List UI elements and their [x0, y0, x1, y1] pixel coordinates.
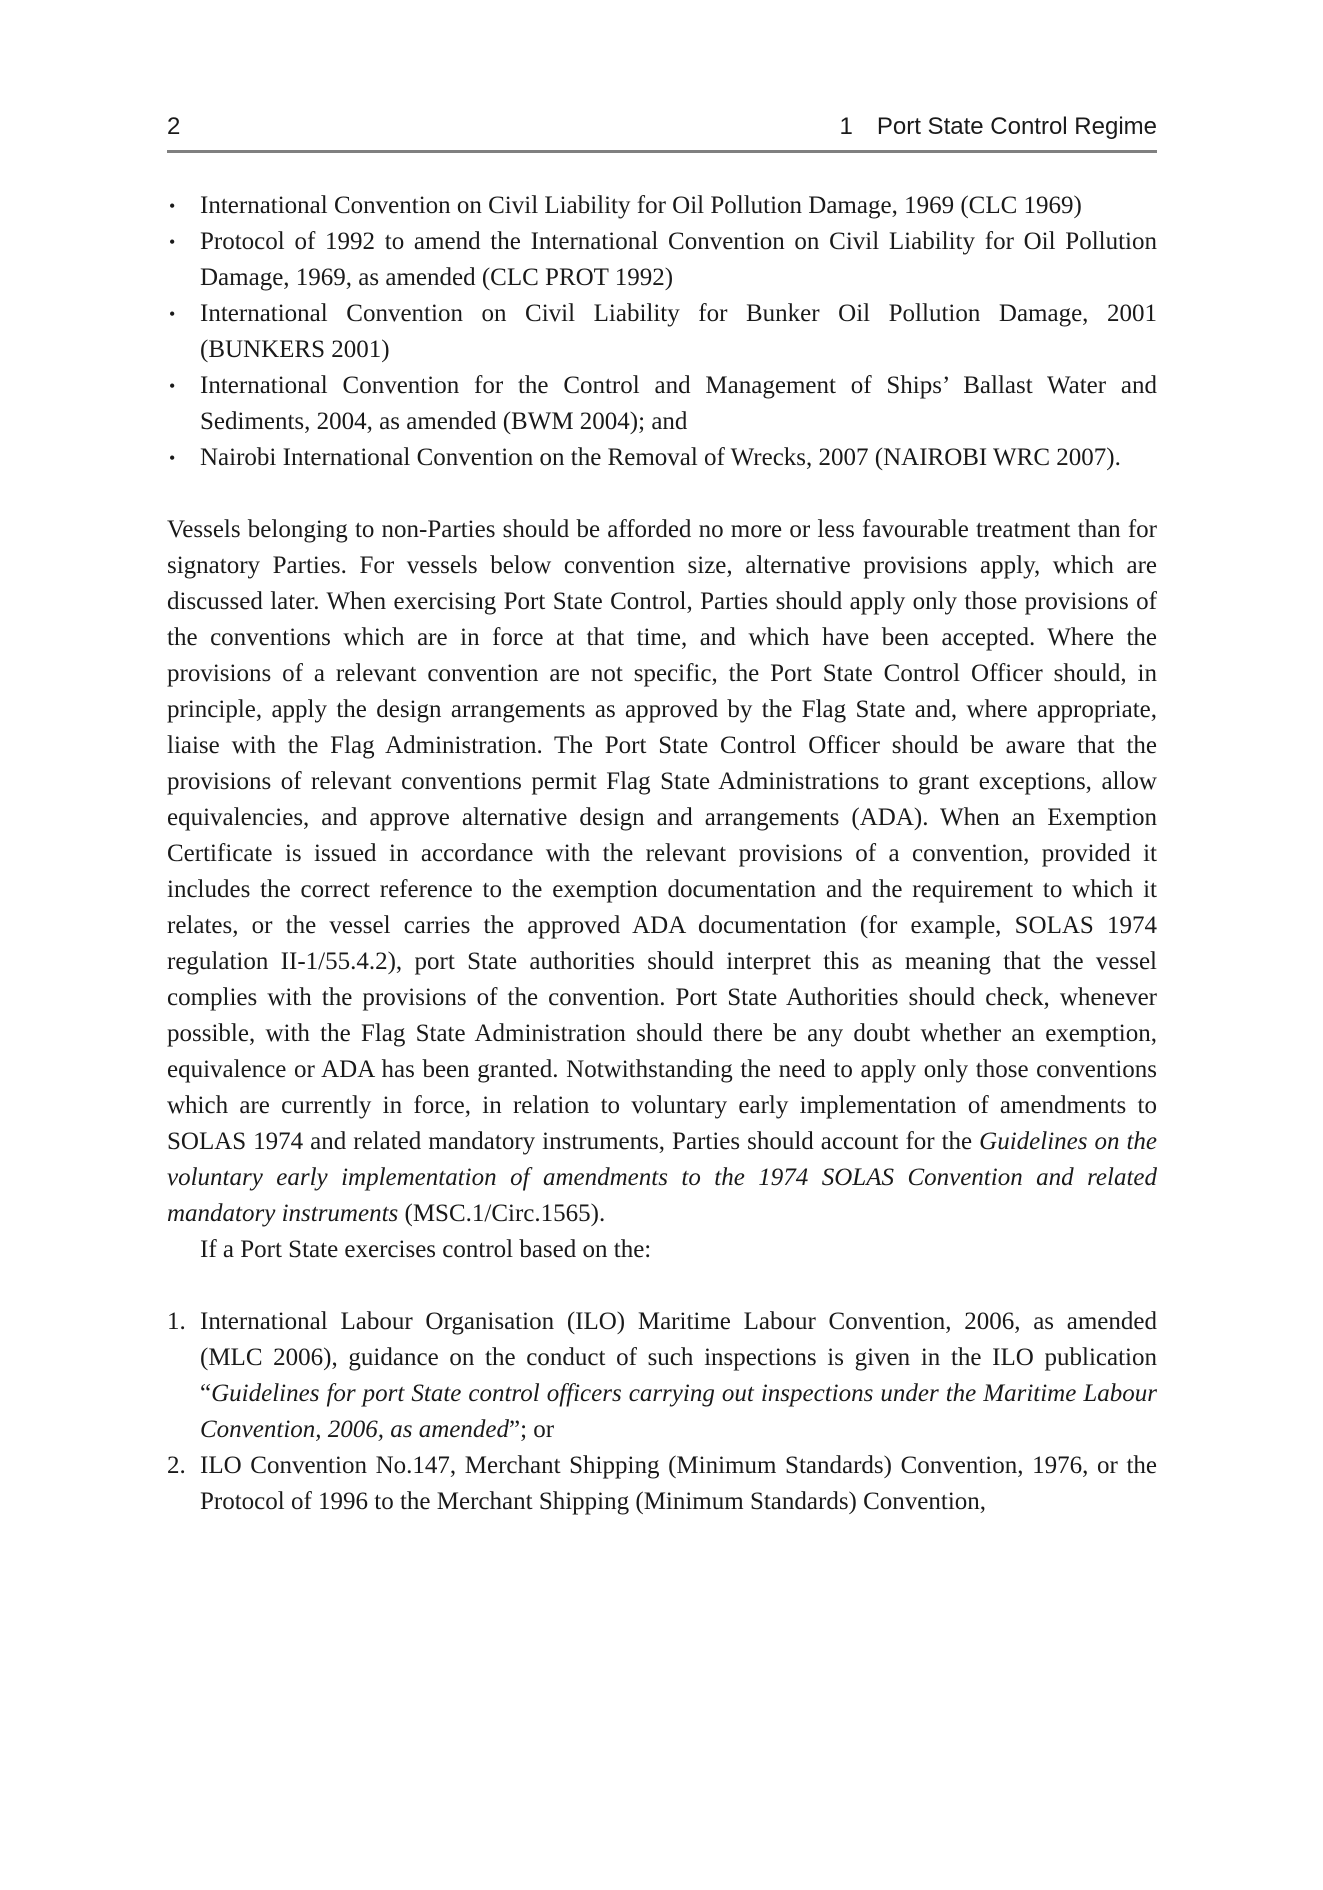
bullet-icon: •	[169, 376, 176, 396]
list-item-text: International Convention for the Control and Management of Ships’ Ballast Water and Sediments, 2004, as amended (BWM 2004); and	[200, 372, 1157, 435]
chapter-heading	[840, 112, 1157, 142]
list-item-text: Nairobi International Convention on the Removal of Wrecks, 2007 (NAIROBI WRC 2007).	[200, 444, 1121, 471]
running-head	[167, 112, 1157, 146]
list-item-text-end: ”; or	[508, 1416, 555, 1443]
list-item	[167, 224, 1157, 296]
paragraph-text-end: (MSC.1/Circ.1565).	[398, 1200, 606, 1227]
list-item	[167, 1304, 1157, 1448]
list-item-text: Protocol of 1992 to amend the International Convention on Civil Liability for Oil Pollution Damage, 1969, as amended (CLC PROT 1992)	[200, 228, 1157, 291]
item-number: 1.	[167, 1308, 186, 1335]
guidelines-title: Guidelines on the voluntary early implementation of amendments to the 1974 SOLAS Convention and related mandatory instruments	[167, 1128, 1157, 1227]
numbered-list	[167, 1304, 1157, 1520]
page-number: 2	[167, 113, 181, 140]
list-item	[167, 188, 1157, 224]
list-item	[167, 296, 1157, 368]
list-item	[167, 368, 1157, 440]
header-rule	[167, 150, 1157, 153]
item-number: 2.	[167, 1452, 186, 1479]
list-item-text: International Labour Organisation (ILO) Maritime Labour Convention, 2006, as amended (MLC 2006), guidance on the conduct of such inspections is given in the ILO publication “	[200, 1308, 1157, 1407]
bullet-icon: •	[169, 196, 176, 216]
publication-title: Guidelines for port State control officers carrying out inspections under the Maritime Labour Convention, 2006, as amended	[200, 1380, 1157, 1443]
bullet-icon: •	[169, 232, 176, 252]
bullet-icon: •	[169, 304, 176, 324]
convention-bullet-list	[167, 188, 1157, 476]
bullet-icon: •	[169, 448, 176, 468]
body-content	[167, 188, 1157, 1520]
list-item	[167, 440, 1157, 476]
list-item-text: International Convention on Civil Liability for Bunker Oil Pollution Damage, 2001 (BUNKERS 2001)	[200, 300, 1157, 363]
body-paragraph	[167, 512, 1157, 1232]
list-item	[167, 1448, 1157, 1520]
indented-paragraph: If a Port State exercises control based on the:	[200, 1236, 652, 1263]
list-item-text: ILO Convention No.147, Merchant Shipping (Minimum Standards) Convention, 1976, or the Protocol of 1996 to the Merchant Shipping (Minimum Standards) Convention,	[200, 1452, 1157, 1515]
chapter-title: Port State Control Regime	[876, 113, 1157, 140]
chapter-number: 1	[839, 113, 853, 140]
list-item-text: International Convention on Civil Liability for Oil Pollution Damage, 1969 (CLC 1969)	[200, 192, 1082, 219]
paragraph-text: Vessels belonging to non-Parties should be afforded no more or less favourable treatment than for signatory Parties. For vessels below convention size, alternative provisions apply, which are discussed later. When exercising Port State Control, Parties should apply only those provisions of the conventions which are in force at that time, and which have been accepted. Where the provisions of a relevant convention are not specific, the Port State Control Officer should, in principle, apply the design arrangements as approved by the Flag State and, where appropriate, liaise with the Flag Administration. The Port State Control Officer should be aware that the provisions of relevant conventions permit Flag State Administrations to grant exceptions, allow equivalencies, and approve alternative design and arrangements (ADA). When an Exemption Certificate is issued in accordance with the relevant provisions of a convention, provided it includes the correct reference to the exemption documentation and the requirement to which it relates, or the vessel carries the approved ADA documentation (for example, SOLAS 1974 regulation II-1/55.4.2), port State authorities should interpret this as meaning that the vessel complies with the provisions of the convention. Port State Authorities should check, whenever possible, with the Flag State Administration should there be any doubt whether an exemption, equivalence or ADA has been granted. Notwithstanding the need to apply only those conventions which are currently in force, in relation to voluntary early implementation of amendments to SOLAS 1974 and related mandatory instruments, Parties should account for the	[167, 516, 1157, 1155]
